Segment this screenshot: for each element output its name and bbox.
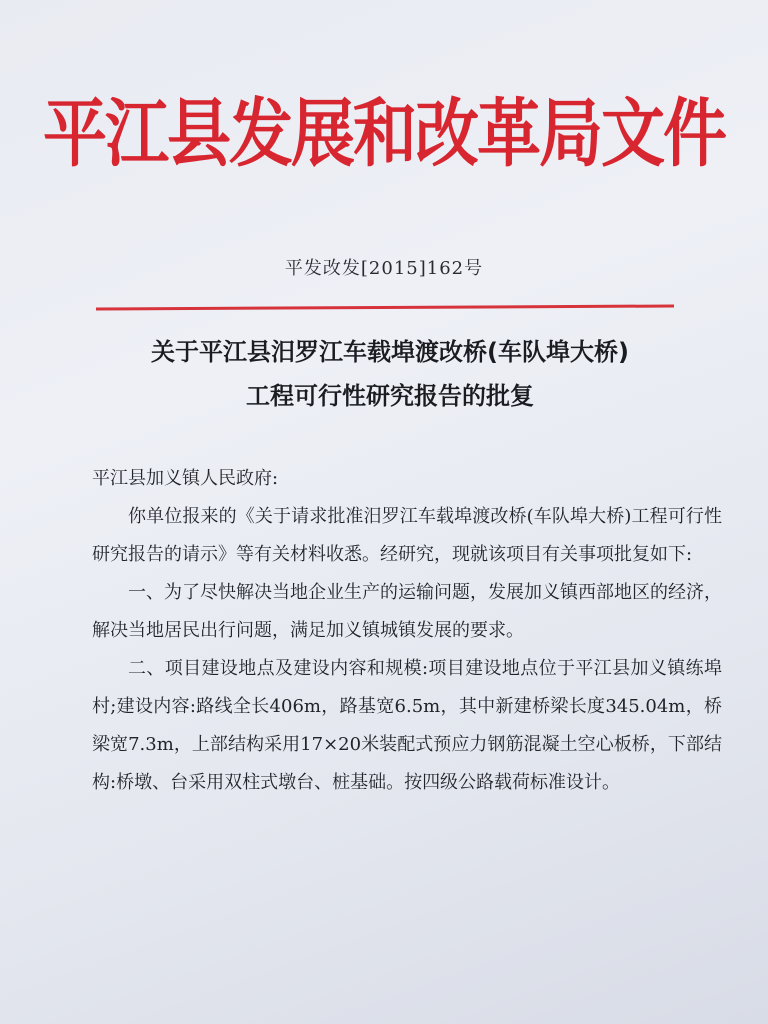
paragraph-3: 二、项目建设地点及建设内容和规模:项目建设地点位于平江县加义镇练埠村;建设内容:路线全长406m，路基宽6.5m，其中新建桥梁长度345.04m，桥梁宽7.3m，上部结构采用17×20米装配式预应力钢筋混凝土空心板桥，下部结构:桥墩、台采用双柱式墩台、桩基础。按四级公路载荷标准设计。 <box>92 658 722 793</box>
red-divider-line <box>96 304 674 310</box>
masthead-title: 平江县发展和改革局文件 <box>43 92 725 178</box>
paragraph-1: 你单位报来的《关于请求批准汨罗江车载埠渡改桥(车队埠大桥)工程可行性研究报告的请示》等有关材料收悉。经研究，现就该项目有关事项批复如下: <box>92 506 722 565</box>
salutation: 平江县加义镇人民政府: <box>92 468 279 489</box>
document-number: 平发改发[2015]162号 <box>284 258 484 279</box>
document-title <box>60 330 720 418</box>
title-line-2: 工程可行性研究报告的批复 <box>246 382 534 410</box>
title-line-1: 关于平江县汨罗江车载埠渡改桥(车队埠大桥) <box>151 338 629 366</box>
document-body <box>92 460 722 802</box>
paragraph-2: 一、为了尽快解决当地企业生产的运输问题，发展加义镇西部地区的经济，解决当地居民出行问题，满足加义镇城镇发展的要求。 <box>92 582 722 641</box>
